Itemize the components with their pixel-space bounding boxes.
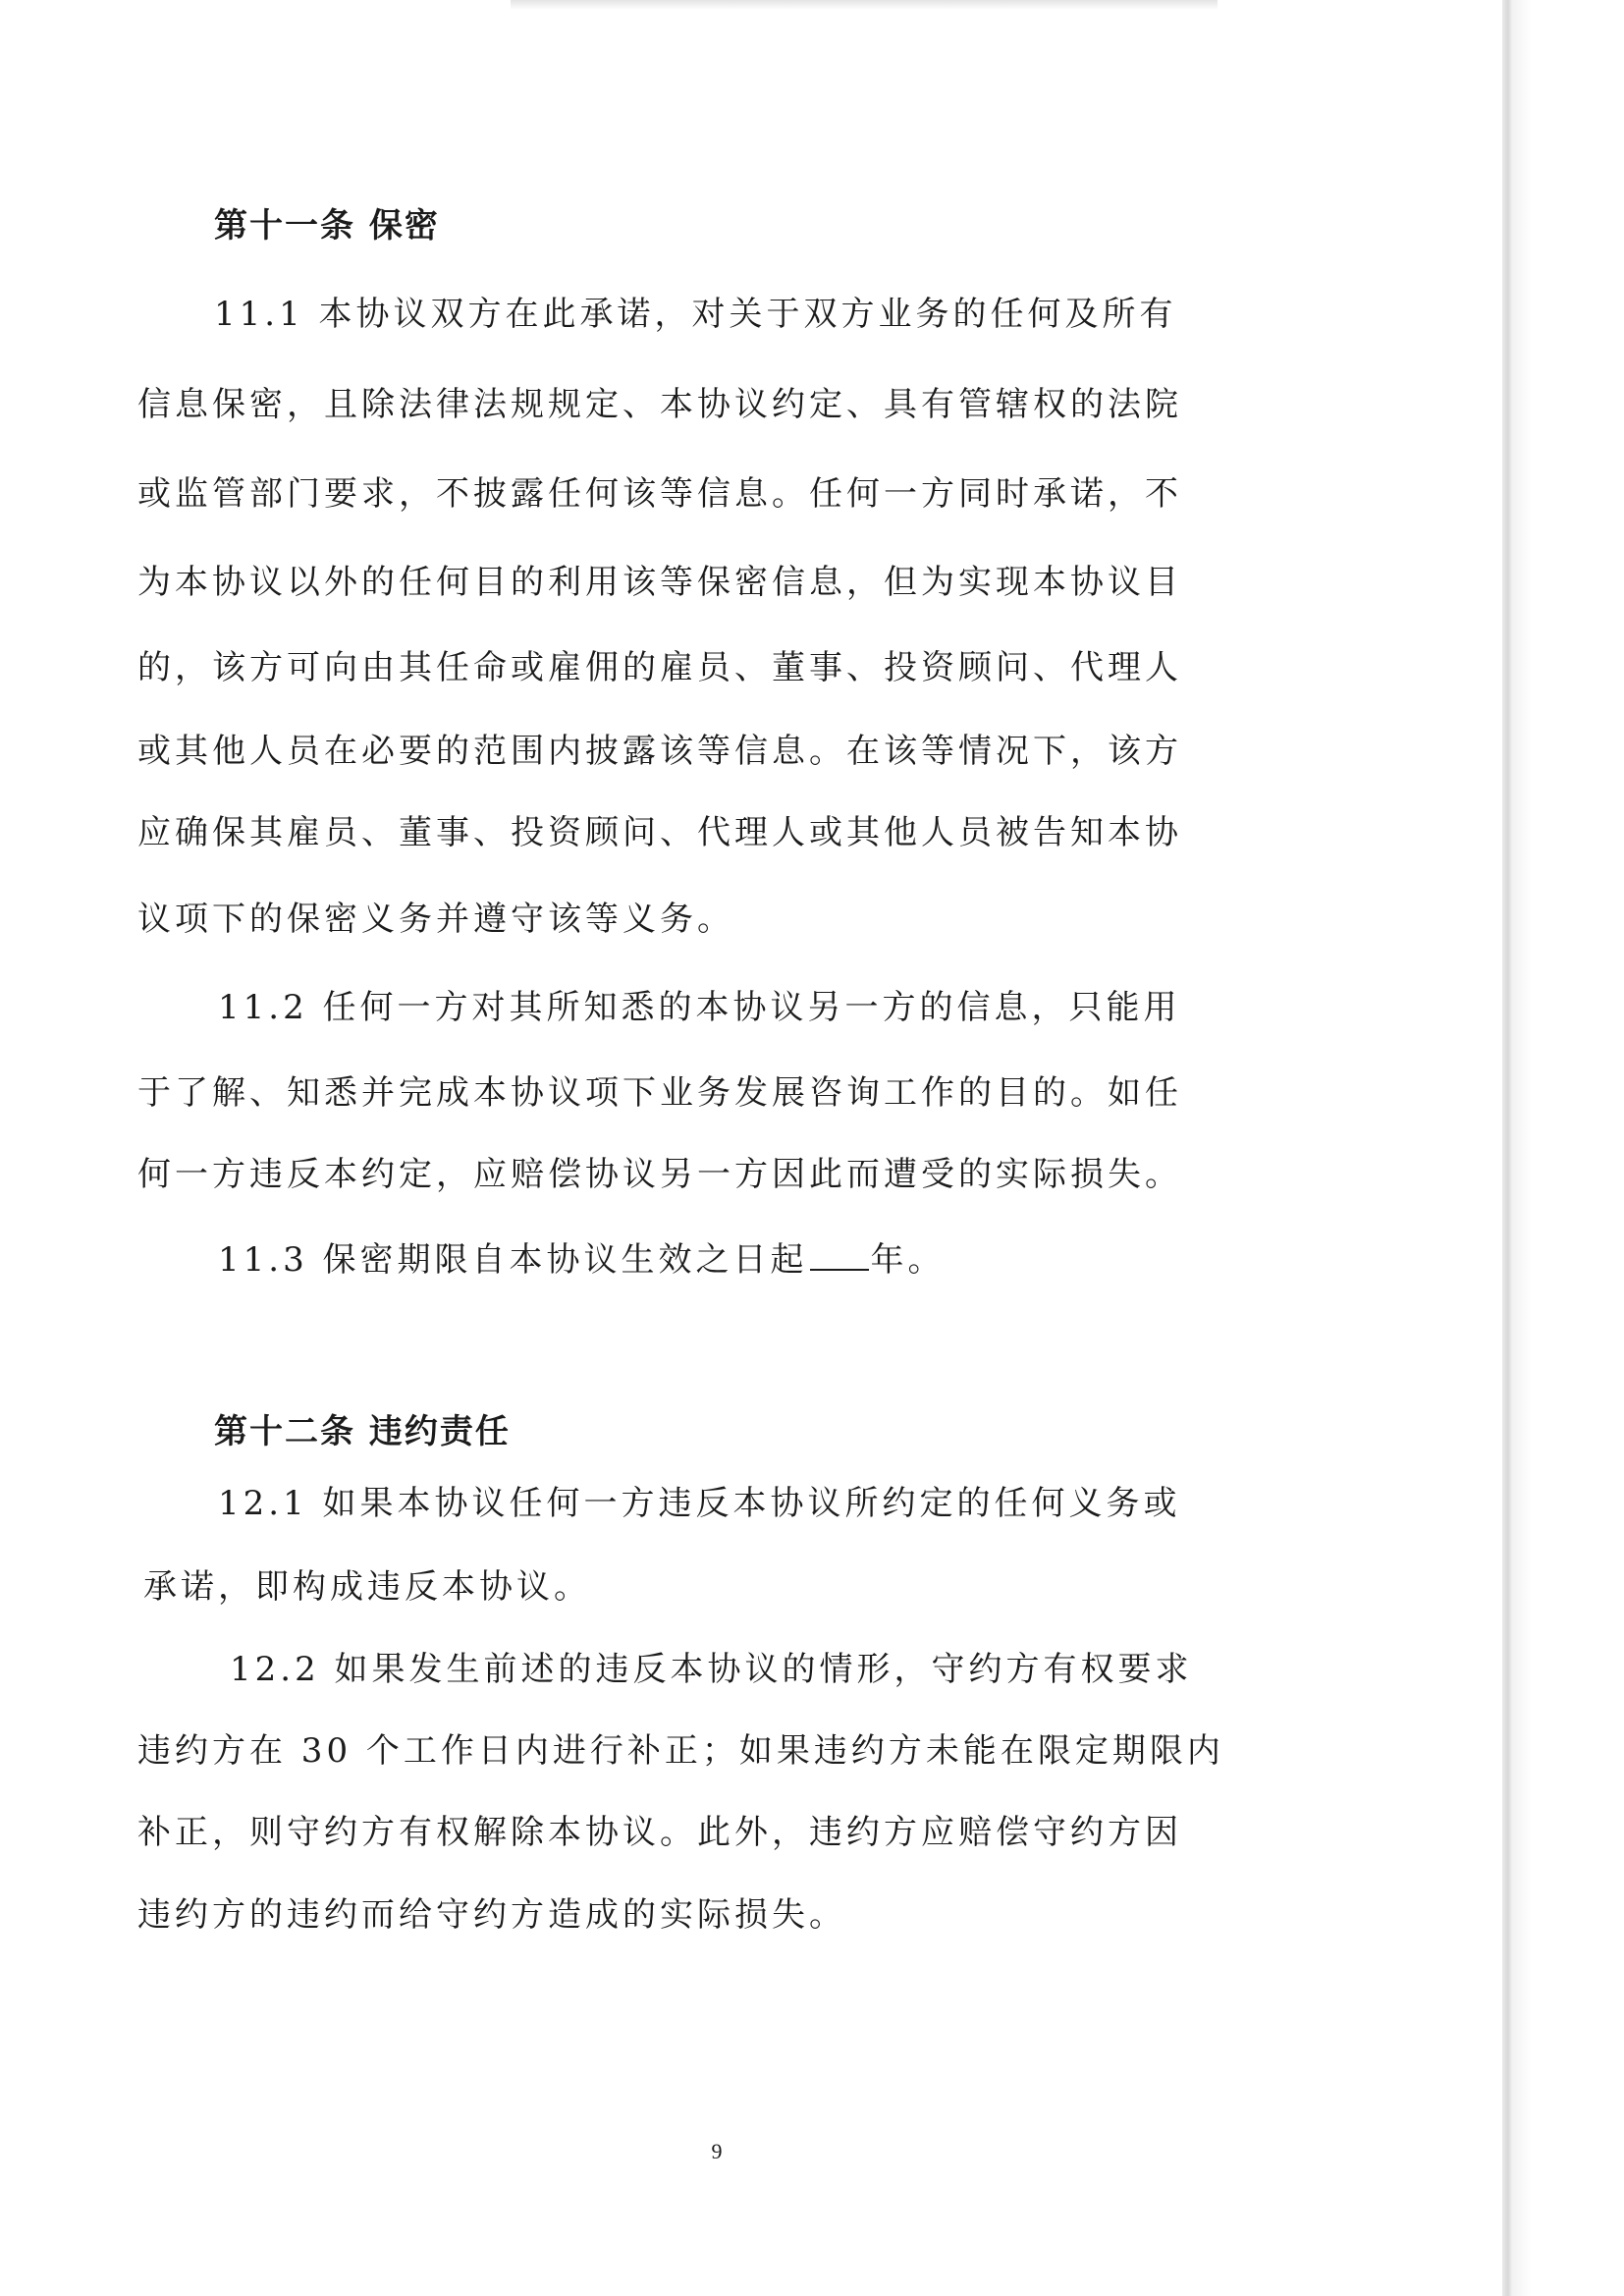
article-12-line-5: 补正，则守约方有权解除本协议。此外，违约方应赔偿守约方因 — [137, 1813, 1182, 1852]
article-12-line-4: 违约方在 30 个工作日内进行补正；如果违约方未能在限定期限内 — [137, 1731, 1224, 1771]
article-11-heading: 第十一条 保密 — [214, 206, 440, 246]
article-11-line-9: 11.2 任何一方对其所知悉的本协议另一方的信息，只能用 — [218, 988, 1181, 1027]
article-12-line-3: 12.2 如果发生前述的违反本协议的情形，守约方有权要求 — [230, 1650, 1193, 1689]
article-11-line-7: 应确保其雇员、董事、投资顾问、代理人或其他人员被告知本协 — [137, 813, 1182, 852]
clause-3-prefix: 11.3 保密期限自本协议生效之日起 — [218, 1240, 808, 1280]
article-11-line-11: 何一方违反本约定，应赔偿协议另一方因此而遭受的实际损失。 — [137, 1155, 1182, 1194]
term-blank-field — [810, 1239, 869, 1271]
scan-top-shadow — [511, 0, 1218, 10]
article-12-line-2: 承诺，即构成违反本协议。 — [143, 1567, 591, 1607]
scan-right-edge — [1502, 0, 1624, 2296]
article-12-line-6: 违约方的违约而给守约方造成的实际损失。 — [137, 1895, 846, 1935]
article-11-line-3: 或监管部门要求，不披露任何该等信息。任何一方同时承诺，不 — [137, 474, 1182, 514]
article-11-line-1: 11.1 本协议双方在此承诺，对关于双方业务的任何及所有 — [214, 295, 1177, 334]
article-12-heading: 第十二条 违约责任 — [214, 1412, 511, 1451]
article-11-clause-3 — [218, 1232, 946, 1281]
article-11-line-2: 信息保密，且除法律法规规定、本协议约定、具有管辖权的法院 — [137, 385, 1182, 424]
article-11-line-5: 的，该方可向由其任命或雇佣的雇员、董事、投资顾问、代理人 — [137, 648, 1182, 687]
article-11-line-6: 或其他人员在必要的范围内披露该等信息。在该等情况下，该方 — [137, 732, 1182, 771]
clause-3-suffix: 年。 — [870, 1240, 946, 1280]
article-11-line-4: 为本协议以外的任何目的利用该等保密信息，但为实现本协议目 — [137, 563, 1182, 602]
article-11-line-10: 于了解、知悉并完成本协议项下业务发展咨询工作的目的。如任 — [137, 1073, 1182, 1113]
article-12-line-1: 12.1 如果本协议任何一方违反本协议所约定的任何义务或 — [218, 1484, 1181, 1523]
page-number: 9 — [711, 2139, 723, 2163]
article-11-line-8: 议项下的保密义务并遵守该等义务。 — [137, 900, 734, 939]
